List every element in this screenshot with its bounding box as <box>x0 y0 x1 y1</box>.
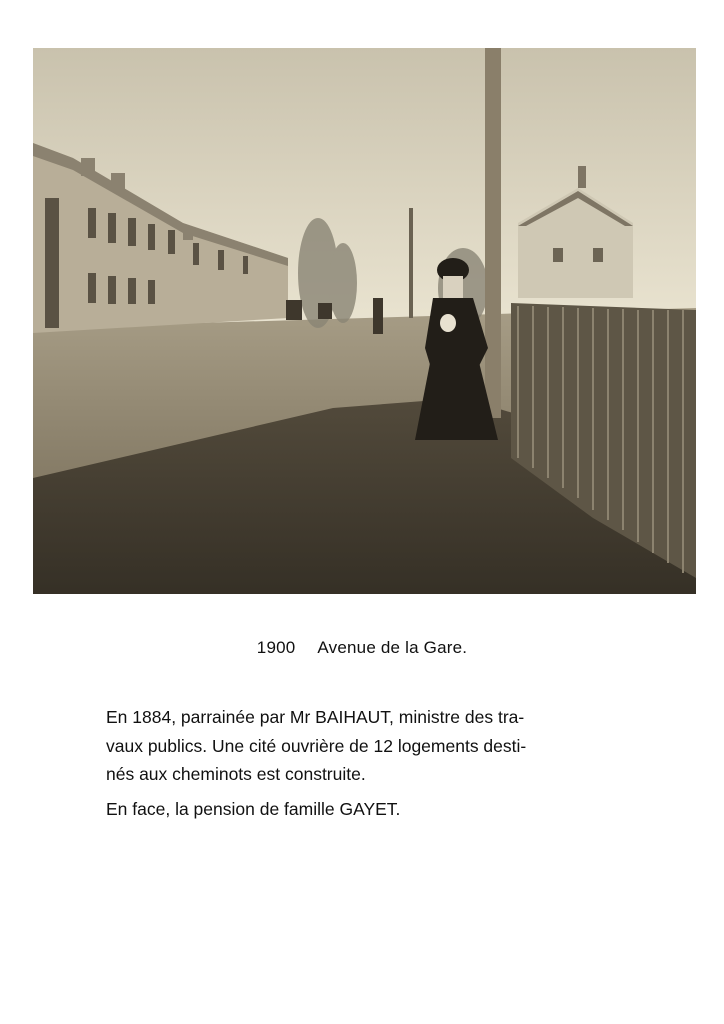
history-line-1: En 1884, parrainée par Mr BAIHAUT, ministre des tra- <box>106 707 525 727</box>
history-line-2: vaux publics. Une cité ouvrière de 12 logements desti- <box>106 735 527 756</box>
photo-caption <box>0 638 724 658</box>
street-photograph <box>33 48 696 594</box>
pension-paragraph: En face, la pension de famille GAYET. <box>106 798 401 819</box>
caption-year: 1900 <box>256 638 296 657</box>
caption-title: Avenue de la Gare. <box>317 638 468 657</box>
history-paragraph <box>106 703 618 789</box>
description-text <box>106 703 618 823</box>
history-line-3: nés aux cheminots est construite. <box>106 764 366 784</box>
